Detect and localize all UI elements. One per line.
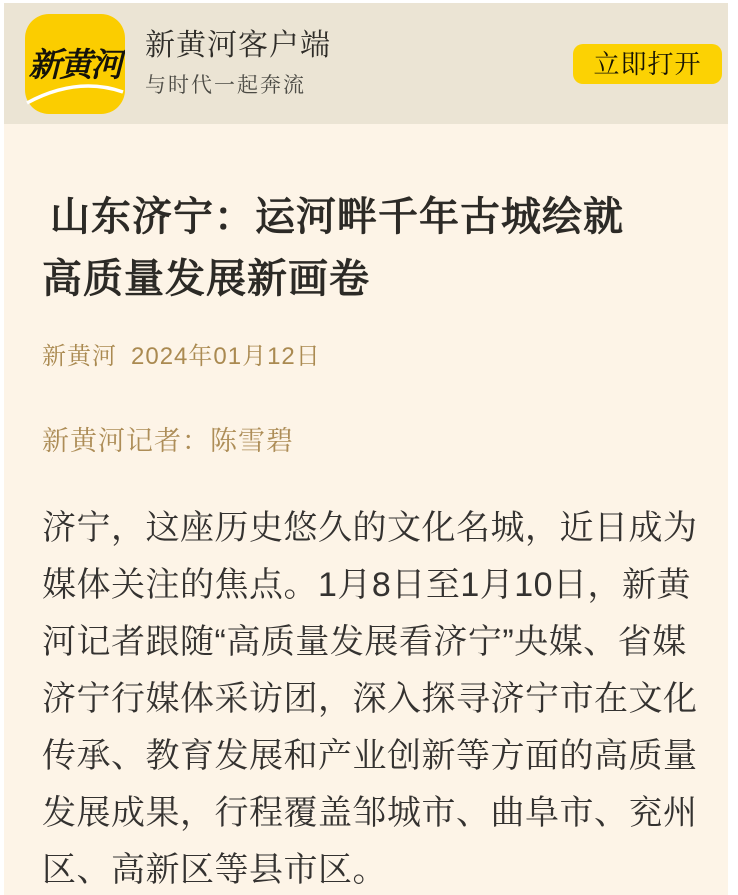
open-app-button[interactable]: 立即打开	[573, 44, 722, 84]
article-title: 山东济宁：运河畔千年古城绘就高质量发展新画卷	[42, 195, 624, 301]
logo-calligraphy-text: 新黄河	[28, 47, 122, 84]
article-source: 新黄河	[42, 343, 117, 370]
banner-text-block	[145, 29, 331, 97]
article-date: 2024年01月12日	[131, 343, 321, 370]
app-tagline: 与时代一起奔流	[145, 74, 306, 98]
app-logo-icon	[25, 14, 125, 114]
article-content	[4, 124, 728, 895]
app-name: 新黄河客户端	[145, 29, 331, 63]
article-paragraph: 济宁，这座历史悠久的文化名城，近日成为媒体关注的焦点。1月8日至1月10日，新黄河记者跟随“高质量发展看济宁”央媒、省媒济宁行媒体采访团，深入探寻济宁市在文化传承、教育发展和产业创新等方面的高质量发展成果，行程覆盖邹城市、曲阜市、兖州区、高新区等县市区。	[42, 509, 698, 889]
article-view	[4, 3, 728, 895]
reporter-line: 新黄河记者：陈雪碧	[42, 426, 294, 456]
app-logo	[25, 14, 125, 114]
app-download-banner	[4, 3, 728, 124]
article-byline	[42, 342, 704, 372]
